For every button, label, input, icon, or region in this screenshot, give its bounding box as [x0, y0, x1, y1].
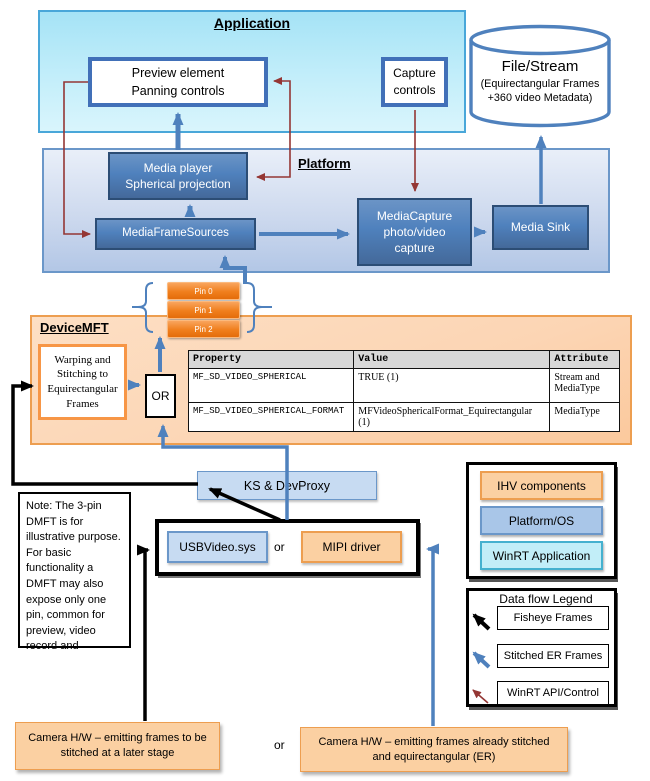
media-player-line-1: Media player: [143, 160, 213, 175]
table-header-row: [189, 351, 620, 369]
spherical-attributes-table: [188, 350, 620, 432]
platform-title: Platform: [298, 156, 351, 171]
media-sink-box: Media Sink: [492, 205, 589, 250]
legend-chip-winrt: WinRT Application: [480, 541, 603, 570]
capture-line-2: controls: [393, 83, 436, 97]
cell-attribute-2: MediaType: [550, 403, 620, 432]
legend-chip-platform-os: Platform/OS: [480, 506, 603, 535]
pin-0: Pin 0: [167, 282, 240, 300]
legend-chip-ihv: IHV components: [480, 471, 603, 500]
flow-legend-winrt: WinRT API/Control: [497, 681, 609, 705]
preview-line-2: Panning controls: [131, 84, 225, 98]
capture-line-1: Capture: [393, 65, 436, 80]
dmft-pin-stack: [167, 282, 240, 339]
media-player-box: [108, 152, 248, 200]
file-stream-label: [468, 58, 612, 105]
flow-legend-title: Data flow Legend: [499, 592, 593, 606]
preview-line-1: Preview element: [131, 65, 225, 80]
media-capture-line-2: photo/video: [383, 224, 446, 239]
pin-2: Pin 2: [167, 320, 240, 338]
mipi-driver-box: MIPI driver: [301, 531, 402, 563]
cylinder-top: [471, 27, 609, 54]
usbvideo-box: USBVideo.sys: [167, 531, 268, 563]
media-frame-sources-box: MediaFrameSources: [95, 218, 256, 250]
media-capture-line-1: MediaCapture: [376, 208, 453, 223]
flow-legend-stitched: Stitched ER Frames: [497, 644, 609, 668]
col-header-attribute: Attribute: [550, 351, 620, 369]
driver-or-label: or: [274, 540, 285, 554]
or-box: OR: [145, 374, 176, 418]
col-header-property: Property: [189, 351, 354, 369]
cell-attribute-1: Stream and MediaType: [550, 369, 620, 403]
file-stream-line-2: (Equirectangular Frames: [480, 78, 600, 90]
arrow-camera-fisheye-to-driver: [145, 550, 148, 721]
ks-devproxy-box: KS & DevProxy: [197, 471, 377, 500]
media-player-line-2: Spherical projection: [125, 177, 231, 191]
note-box: Note: The 3-pin DMFT is for illustrative purpose. For basic functionality a DMFT may also expose only one pin, common for preview, video record and: [18, 492, 131, 648]
table-row: [189, 369, 620, 403]
warping-stitching-box: Warping and Stitching to Equirectangular Frames: [38, 344, 127, 420]
flow-legend-fisheye: Fisheye Frames: [497, 606, 609, 630]
capture-controls-box: [381, 57, 448, 107]
application-title: Application: [213, 15, 291, 31]
table-row: [189, 403, 620, 432]
media-capture-line-3: capture: [394, 241, 435, 256]
col-header-value: Value: [354, 351, 550, 369]
cell-property-1: MF_SD_VIDEO_SPHERICAL: [189, 369, 354, 403]
preview-element-box: [88, 57, 268, 107]
camera-fisheye-box: Camera H/W – emitting frames to be stitched at a later stage: [15, 722, 220, 770]
arrow-camera-er-to-mipi: [428, 549, 433, 726]
cell-value-1: TRUE (1): [354, 369, 550, 403]
file-stream-line-3: +360 video Metadata): [487, 92, 593, 105]
cell-property-2: MF_SD_VIDEO_SPHERICAL_FORMAT: [189, 403, 354, 432]
media-capture-box: [357, 198, 472, 266]
cell-value-2: MFVideoSphericalFormat_Equirectangular (1): [354, 403, 550, 432]
file-stream-title: File/Stream: [501, 58, 579, 75]
pin-1: Pin 1: [167, 301, 240, 319]
device-mft-title: DeviceMFT: [40, 320, 109, 335]
camera-or-label: or: [274, 738, 285, 752]
camera-stitched-box: Camera H/W – emitting frames already stitched and equirectangular (ER): [300, 727, 568, 772]
